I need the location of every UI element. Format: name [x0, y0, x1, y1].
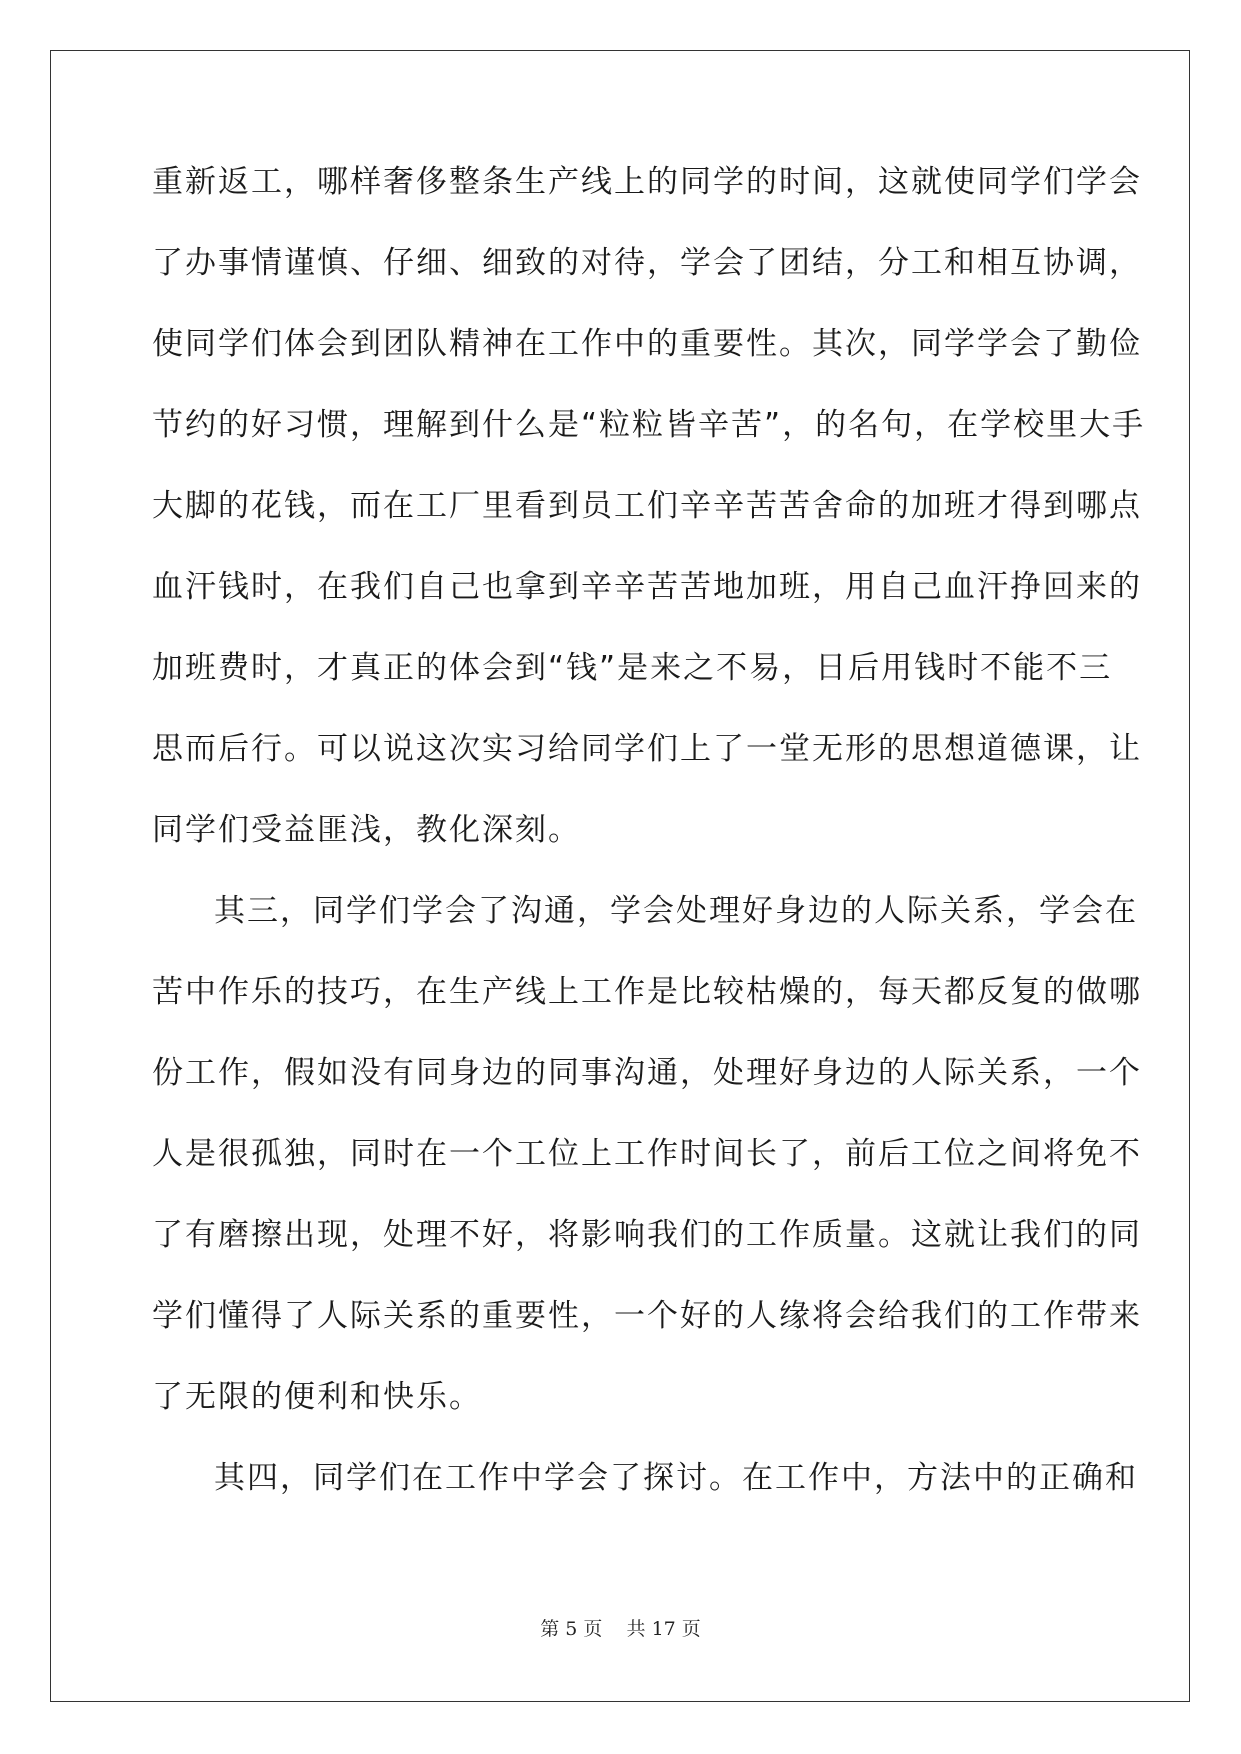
- text-line: 了无限的便利和快乐。: [152, 1379, 482, 1415]
- text-line: 同学们受益匪浅，教化深刻。: [152, 812, 581, 848]
- text-line: 份工作，假如没有同身边的同事沟通，处理好身边的人际关系，一个: [152, 1055, 1142, 1091]
- text-line: 学们懂得了人际关系的重要性，一个好的人缘将会给我们的工作带来: [152, 1298, 1142, 1334]
- page-footer: 第 5 页 共 17 页: [540, 1618, 701, 1640]
- document-body: [152, 162, 1146, 1539]
- text-line: 使同学们体会到团队精神在工作中的重要性。其次，同学学会了勤俭: [152, 326, 1142, 362]
- text-line: 大脚的花钱，而在工厂里看到员工们辛辛苦苦舍命的加班才得到哪点: [152, 488, 1142, 524]
- text-line: 血汗钱时，在我们自己也拿到辛辛苦苦地加班，用自己血汗挣回来的: [152, 569, 1142, 605]
- text-line: 加班费时，才真正的体会到“钱”是来之不易，日后用钱时不能不三: [152, 650, 1113, 686]
- text-line: 苦中作乐的技巧，在生产线上工作是比较枯燥的，每天都反复的做哪: [152, 974, 1142, 1010]
- text-line: 重新返工，哪样奢侈整条生产线上的同学的时间，这就使同学们学会: [152, 164, 1142, 200]
- text-line: 其四，同学们在工作中学会了探讨。在工作中，方法中的正确和: [214, 1460, 1138, 1496]
- text-line: 了有磨擦出现，处理不好，将影响我们的工作质量。这就让我们的同: [152, 1217, 1142, 1253]
- text-line: 了办事情谨慎、仔细、细致的对待，学会了团结，分工和相互协调，: [152, 245, 1142, 281]
- text-line: 节约的好习惯，理解到什么是“粒粒皆辛苦”，的名句，在学校里大手: [152, 407, 1146, 443]
- text-line: 思而后行。可以说这次实习给同学们上了一堂无形的思想道德课，让: [152, 731, 1142, 767]
- text-line: 其三，同学们学会了沟通，学会处理好身边的人际关系，学会在: [214, 893, 1138, 929]
- text-line: 人是很孤独，同时在一个工位上工作时间长了，前后工位之间将免不: [152, 1136, 1142, 1172]
